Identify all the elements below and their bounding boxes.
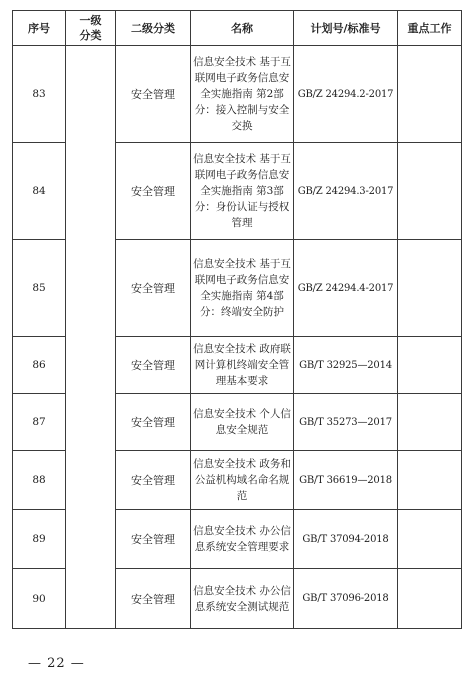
- standards-table: [12, 10, 462, 629]
- row-subcategory: 安全管理: [116, 46, 191, 143]
- row-focus: [398, 143, 462, 240]
- header-focus: 重点工作: [398, 11, 462, 46]
- row-code: GB/T 32925—2014: [294, 337, 398, 394]
- level1-cell: [66, 46, 116, 629]
- row-name: 信息安全技术 办公信息系统安全测试规范: [191, 569, 294, 629]
- page-number: — 22 —: [28, 656, 85, 671]
- row-name: 信息安全技术 政务和公益机构域名命名规范: [191, 451, 294, 510]
- row-code: GB/Z 24294.4-2017: [294, 240, 398, 337]
- row-name: 信息安全技术 政府联网计算机终端安全管理基本要求: [191, 337, 294, 394]
- row-subcategory: 安全管理: [116, 569, 191, 629]
- row-focus: [398, 451, 462, 510]
- row-subcategory: 安全管理: [116, 143, 191, 240]
- header-name: 名称: [191, 11, 294, 46]
- row-code: GB/Z 24294.2-2017: [294, 46, 398, 143]
- row-focus: [398, 46, 462, 143]
- header-row: [13, 11, 462, 46]
- row-number: 87: [13, 394, 66, 451]
- table-row: [13, 46, 462, 143]
- row-code: GB/T 37096-2018: [294, 569, 398, 629]
- row-code: GB/Z 24294.3-2017: [294, 143, 398, 240]
- row-code: GB/T 37094-2018: [294, 510, 398, 569]
- row-number: 89: [13, 510, 66, 569]
- row-subcategory: 安全管理: [116, 337, 191, 394]
- row-name: 信息安全技术 个人信息安全规范: [191, 394, 294, 451]
- row-code: GB/T 35273—2017: [294, 394, 398, 451]
- row-focus: [398, 240, 462, 337]
- row-number: 83: [13, 46, 66, 143]
- row-subcategory: 安全管理: [116, 510, 191, 569]
- row-focus: [398, 394, 462, 451]
- row-focus: [398, 510, 462, 569]
- header-level1-text: 一级分类: [79, 14, 102, 42]
- header-seq: 序号: [13, 11, 66, 46]
- row-subcategory: 安全管理: [116, 451, 191, 510]
- header-code: 计划号/标准号: [294, 11, 398, 46]
- row-subcategory: 安全管理: [116, 240, 191, 337]
- row-number: 84: [13, 143, 66, 240]
- row-number: 86: [13, 337, 66, 394]
- row-name: 信息安全技术 基于互联网电子政务信息安全实施指南 第4部分：终端安全防护: [191, 240, 294, 337]
- row-code: GB/T 36619—2018: [294, 451, 398, 510]
- header-level1: [66, 11, 116, 46]
- row-name: 信息安全技术 基于互联网电子政务信息安全实施指南 第3部分：身份认证与授权管理: [191, 143, 294, 240]
- row-name: 信息安全技术 基于互联网电子政务信息安全实施指南 第2部分：接入控制与安全交换: [191, 46, 294, 143]
- row-number: 85: [13, 240, 66, 337]
- row-subcategory: 安全管理: [116, 394, 191, 451]
- header-level2: 二级分类: [116, 11, 191, 46]
- row-focus: [398, 337, 462, 394]
- row-name: 信息安全技术 办公信息系统安全管理要求: [191, 510, 294, 569]
- row-number: 90: [13, 569, 66, 629]
- row-number: 88: [13, 451, 66, 510]
- row-focus: [398, 569, 462, 629]
